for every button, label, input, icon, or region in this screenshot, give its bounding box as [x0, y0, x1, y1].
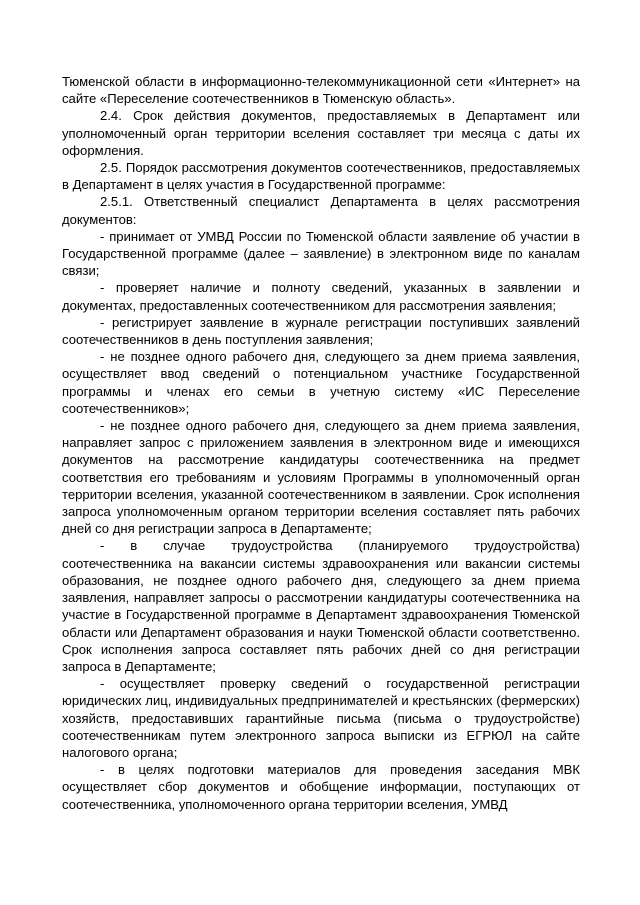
list-item: - не позднее одного рабочего дня, следующего за днем приема заявления, направляет запрос с приложением заявления в электронном виде и имеющихся документов на рассмотрение кандидатуры соотечественника на предмет соответствия его требованиям и условиям Программы в уполномоченный орган территории вселения, указанной соотечественником в заявлении. Срок исполнения запроса уполномоченным органом территории вселения составляет пять рабочих дней со дня регистрации запроса в Департаменте;: [62, 418, 580, 537]
document-page: [62, 73, 580, 813]
list-item: - принимает от УМВД России по Тюменской области заявление об участии в Государственной программе (далее – заявление) в электронном виде по каналам связи;: [62, 228, 580, 279]
list-item: - осуществляет проверку сведений о государственной регистрации юридических лиц, индивидуальных предпринимателей и крестьянских (фермерских) хозяйств, предоставивших гарантийные письма (письма о трудоустройстве) соотечественникам путем электронного запроса выписки из ЕГРЮЛ на сайте налогового органа;: [62, 676, 580, 760]
paragraph-2-5: 2.5. Порядок рассмотрения документов соотечественников, предоставляемых в Департамент в целях участия в Государственной программе:: [62, 160, 580, 193]
paragraph-continuation: Тюменской области в информационно-телекоммуникационной сети «Интернет» на сайте «Переселение соотечественников в Тюменскую область».: [62, 74, 580, 107]
list-item: - в случае трудоустройства (планируемого трудоустройства) соотечественника на вакансии системы здравоохранения или вакансии системы образования, не позднее одного рабочего дня, следующего за днем приема заявления, направляет запросы о рассмотрении кандидатуры соотечественника на участие в Государственной программе в Департамент здравоохранения Тюменской области или Департамент образования и науки Тюменской области соответственно. Срок исполнения запроса составляет пять рабочих дней со дня регистрации запроса в Департаменте;: [62, 538, 580, 674]
list-item: - в целях подготовки материалов для проведения заседания МВК осуществляет сбор документов и обобщение информации, поступающих от соотечественника, уполномоченного органа территории вселения, УМВД: [62, 762, 580, 812]
list-item: - проверяет наличие и полноту сведений, указанных в заявлении и документах, предоставленных соотечественником для рассмотрения заявления;: [62, 280, 580, 313]
list-item: - регистрирует заявление в журнале регистрации поступивших заявлений соотечественников в день поступления заявления;: [62, 314, 580, 348]
paragraph-2-4: 2.4. Срок действия документов, предоставляемых в Департамент или уполномоченный орган территории вселения составляет три месяца с даты их оформления.: [62, 108, 580, 158]
paragraph-2-5-1: 2.5.1. Ответственный специалист Департамента в целях рассмотрения документов:: [62, 194, 580, 227]
list-item: - не позднее одного рабочего дня, следующего за днем приема заявления, осуществляет ввод сведений о потенциальном участнике Государственной программы и членах его семьи в учетную систему «ИС Переселение соотечественников»;: [62, 349, 580, 416]
